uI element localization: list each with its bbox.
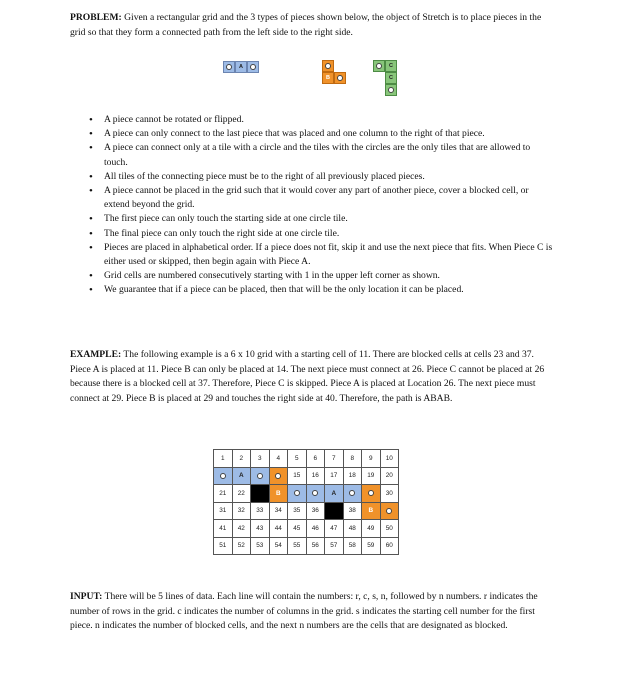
- grid-cell: [288, 450, 307, 468]
- grid-cell-label: A: [238, 472, 244, 480]
- grid-cell-label: 53: [256, 542, 264, 550]
- grid-cell-label: 36: [311, 507, 319, 515]
- grid-cell: [362, 537, 381, 555]
- circle-icon: [337, 75, 343, 81]
- grid-cell-label: 7: [331, 454, 336, 462]
- pieces-illustration: [0, 58, 621, 118]
- grid-cell-label: 31: [219, 507, 227, 515]
- grid-cell-label: 51: [219, 542, 227, 550]
- grid-cell-label: 48: [348, 524, 356, 532]
- grid-cell: [343, 485, 362, 503]
- grid-row: [214, 520, 399, 538]
- grid-cell-label: 59: [367, 542, 375, 550]
- grid-cell: [380, 520, 399, 538]
- grid-cell-label: 42: [237, 524, 245, 532]
- grid-cell: [251, 520, 270, 538]
- piece-a-tile-right: [247, 61, 259, 73]
- grid-cell: [343, 520, 362, 538]
- grid-row: [214, 450, 399, 468]
- grid-cell-label: 4: [276, 454, 281, 462]
- grid-cell: [306, 467, 325, 485]
- rule-item: • We guarantee that if a piece can be placed, then that will be the only location it can be placed.: [70, 283, 554, 297]
- grid-cell: [251, 537, 270, 555]
- circle-icon: [349, 490, 355, 496]
- input-label: INPUT:: [70, 591, 103, 602]
- grid-cell-label: 5: [294, 454, 299, 462]
- grid-cell: [288, 520, 307, 538]
- grid-cell-label: 55: [293, 542, 301, 550]
- grid-cell-label: 1: [220, 454, 225, 462]
- grid-cell: [380, 485, 399, 503]
- grid-cell: [269, 520, 288, 538]
- rule-item: • Grid cells are numbered consecutively starting with 1 in the upper left corner as shown.: [70, 269, 554, 283]
- circle-icon: [312, 490, 318, 496]
- grid-cell: [343, 502, 362, 520]
- circle-icon: [325, 63, 331, 69]
- piece-c-tile-middle: [385, 72, 397, 84]
- rule-item: • The first piece can only touch the starting side at one circle tile.: [70, 212, 554, 226]
- grid-cell: [214, 467, 233, 485]
- grid-cell-label: 45: [293, 524, 301, 532]
- piece-b-tile-top: [322, 60, 334, 72]
- grid-cell: [288, 537, 307, 555]
- rule-item: • All tiles of the connecting piece must be to the right of all previously placed pieces.: [70, 170, 554, 184]
- grid-cell-label: 16: [311, 472, 319, 480]
- grid-cell-label: 44: [274, 524, 282, 532]
- grid-cell-label: 46: [311, 524, 319, 532]
- circle-icon: [220, 473, 226, 479]
- piece-c-label-middle: C: [389, 75, 393, 81]
- grid-cell: [269, 537, 288, 555]
- problem-text: Given a rectangular grid and the 3 types of pieces shown below, the object of Stretch is to place pieces in the grid so that they form a connected path from the left side to the right side.: [70, 12, 542, 38]
- grid-cell-label: 3: [257, 454, 262, 462]
- piece-b-label: B: [326, 75, 330, 81]
- piece-b-tile-bottom-left: [322, 72, 334, 84]
- grid-cell-label: 18: [348, 472, 356, 480]
- circle-icon: [386, 508, 392, 514]
- circle-icon: [368, 490, 374, 496]
- grid-cell: [306, 485, 325, 503]
- grid-cell: [343, 450, 362, 468]
- grid-cell-label: 19: [367, 472, 375, 480]
- rule-item: • The final piece can only touch the right side at one circle tile.: [70, 227, 554, 241]
- grid-cell-label: 58: [348, 542, 356, 550]
- grid-cell: [214, 537, 233, 555]
- grid-row: [214, 485, 399, 503]
- grid-cell-label: A: [331, 489, 337, 497]
- grid-cell: [232, 450, 251, 468]
- grid-cell: [251, 450, 270, 468]
- grid-cell: [288, 467, 307, 485]
- grid-cell: [269, 502, 288, 520]
- grid-cell: [380, 537, 399, 555]
- problem-label: PROBLEM:: [70, 12, 122, 23]
- grid-cell-label: B: [275, 489, 281, 497]
- grid-cell: [232, 467, 251, 485]
- grid-cell: [325, 467, 344, 485]
- grid-cell: [380, 467, 399, 485]
- grid-cell-label: 54: [274, 542, 282, 550]
- piece-c-label-top: C: [389, 63, 393, 69]
- piece-c-tile-bottom: [385, 84, 397, 96]
- grid-cell-label: B: [368, 507, 374, 515]
- grid-cell: [251, 502, 270, 520]
- grid-cell-label: 6: [313, 454, 318, 462]
- piece-c-tile-top-right: [385, 60, 397, 72]
- circle-icon: [376, 63, 382, 69]
- grid-cell: [362, 467, 381, 485]
- circle-icon: [294, 490, 300, 496]
- grid-cell-label: 32: [237, 507, 245, 515]
- circle-icon: [388, 87, 394, 93]
- grid-cell-label: 57: [330, 542, 338, 550]
- grid-cell: [362, 450, 381, 468]
- rule-item: • A piece cannot be rotated or flipped.: [70, 113, 554, 127]
- rules-list: [70, 113, 554, 298]
- piece-a-tile-middle: [235, 61, 247, 73]
- example-section: [70, 348, 554, 406]
- grid-row: [214, 537, 399, 555]
- grid-cell: [214, 485, 233, 503]
- rule-item: • Pieces are placed in alphabetical order. If a piece does not fit, skip it and use the next piece that fits. When Piece C is either used or skipped, then begin again with Piece A.: [70, 241, 554, 269]
- example-label: EXAMPLE:: [70, 349, 122, 360]
- grid-row: [214, 467, 399, 485]
- grid-cell-label: 9: [368, 454, 373, 462]
- piece-c-tile-top-left: [373, 60, 385, 72]
- grid-cell-label: 15: [293, 472, 301, 480]
- grid-cell: [325, 450, 344, 468]
- grid-cell-label: 43: [256, 524, 264, 532]
- example-grid: [213, 449, 399, 555]
- grid-cell: [380, 502, 399, 520]
- grid-cell-label: 21: [219, 489, 227, 497]
- grid-cell-label: 22: [237, 489, 245, 497]
- rule-item: • A piece can only connect to the last piece that was placed and one column to the right of that piece.: [70, 127, 554, 141]
- grid-cell-label: 38: [348, 507, 356, 515]
- grid-cell-label: 10: [385, 454, 393, 462]
- grid-cell: [251, 485, 270, 503]
- grid-cell: [214, 450, 233, 468]
- grid-cell: [325, 537, 344, 555]
- grid-cell: [306, 450, 325, 468]
- circle-icon: [257, 473, 263, 479]
- grid-cell: [232, 502, 251, 520]
- grid-cell: [306, 502, 325, 520]
- grid-cell: [269, 467, 288, 485]
- grid-cell: [269, 485, 288, 503]
- grid-cell: [362, 502, 381, 520]
- grid-cell-label: 33: [256, 507, 264, 515]
- grid-cell: [325, 502, 344, 520]
- circle-icon: [275, 473, 281, 479]
- grid-cell: [306, 520, 325, 538]
- grid-cell: [362, 485, 381, 503]
- piece-a-label: A: [239, 64, 243, 70]
- input-section: [70, 590, 554, 634]
- grid-cell: [232, 520, 251, 538]
- grid-cell: [325, 485, 344, 503]
- rule-item: • A piece can connect only at a tile with a circle and the tiles with the circles are the only tiles that are allowed to touch.: [70, 141, 554, 169]
- grid-cell-label: 35: [293, 507, 301, 515]
- grid-cell-label: 56: [311, 542, 319, 550]
- piece-a-tile-left: [223, 61, 235, 73]
- rule-item: • A piece cannot be placed in the grid such that it would cover any part of another piece, cover a blocked cell, or extend beyond the grid.: [70, 184, 554, 212]
- grid-cell-label: 8: [350, 454, 355, 462]
- grid-cell-label: 50: [385, 524, 393, 532]
- grid-cell-label: 2: [239, 454, 244, 462]
- circle-icon: [250, 64, 256, 70]
- input-text: There will be 5 lines of data. Each line will contain the numbers: r, c, s, n, followed by n numbers. r indicates the number of rows in the grid. c indicates the number of columns in the grid. s indicates the starting cell number for the first piece. n indicates the number of blocked cells, and the next n numbers are the cells that are designated as blocked.: [70, 591, 538, 631]
- grid-cell: [343, 467, 362, 485]
- grid-cell: [362, 520, 381, 538]
- example-text: The following example is a 6 x 10 grid with a starting cell of 11. There are blocked cells at cells 23 and 37. Piece A is placed at 11. Piece B can only be placed at 14. The next piece must connect at 26. Piece C cannot be placed at 26 because there is a blocked cell at 37. Therefore, Piece C is skipped. Piece A is placed at Location 26. The next piece must connect at 29. Piece B is placed at 29 and touches the right side at 40. Therefore, the path is ABAB.: [70, 349, 545, 404]
- grid-cell-label: 60: [385, 542, 393, 550]
- grid-cell: [251, 467, 270, 485]
- grid-cell: [232, 537, 251, 555]
- grid-cell: [288, 485, 307, 503]
- problem-statement: [70, 11, 554, 40]
- grid-cell: [343, 537, 362, 555]
- grid-cell-label: 17: [330, 472, 338, 480]
- grid-cell: [232, 485, 251, 503]
- grid-cell: [325, 520, 344, 538]
- grid-cell-label: 20: [385, 472, 393, 480]
- grid-cell-label: 52: [237, 542, 245, 550]
- grid-cell-label: 49: [367, 524, 375, 532]
- grid-cell: [214, 520, 233, 538]
- grid-cell: [306, 537, 325, 555]
- grid-cell: [288, 502, 307, 520]
- grid-row: [214, 502, 399, 520]
- grid-cell: [380, 450, 399, 468]
- grid-cell-label: 47: [330, 524, 338, 532]
- grid-cell: [214, 502, 233, 520]
- grid-cell-label: 30: [385, 489, 393, 497]
- grid-cell-label: 41: [219, 524, 227, 532]
- piece-b-tile-bottom-right: [334, 72, 346, 84]
- circle-icon: [226, 64, 232, 70]
- grid-cell: [269, 450, 288, 468]
- grid-cell-label: 34: [274, 507, 282, 515]
